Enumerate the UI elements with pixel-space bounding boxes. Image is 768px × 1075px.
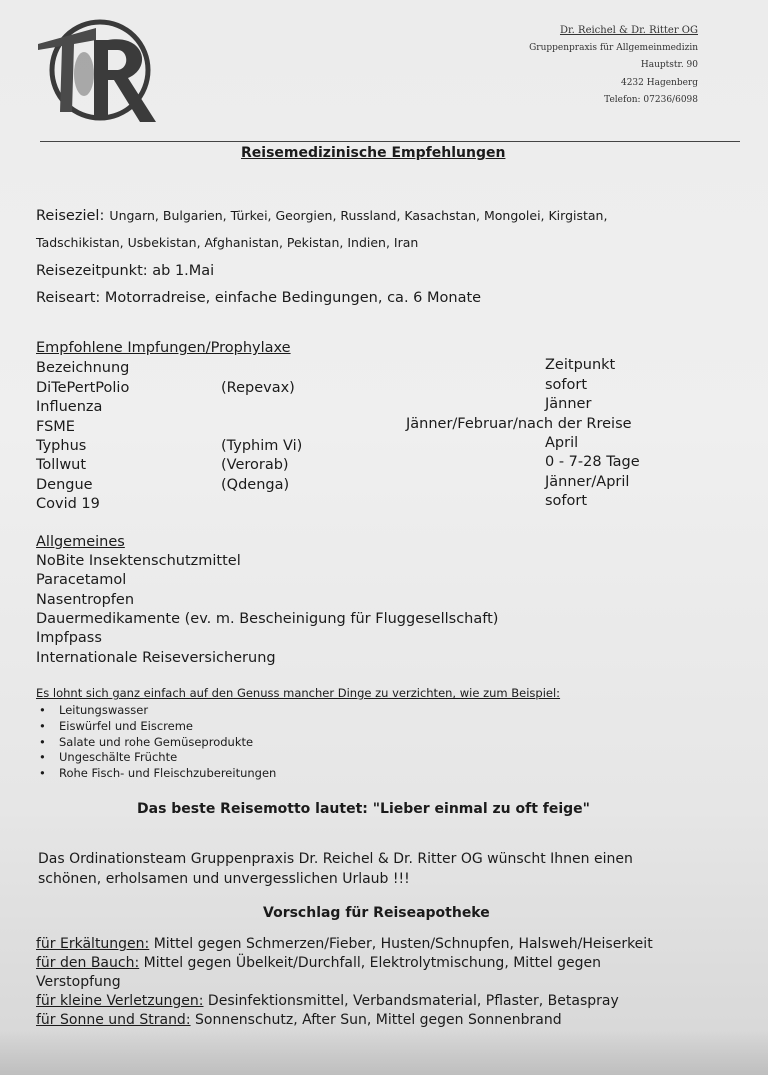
injury-text: Desinfektionsmittel, Verbandsmaterial, Pflaster, Betaspray [203, 993, 619, 1009]
firm-street: Hauptstr. 90 [640, 60, 698, 70]
travel-time: Reisezeitpunkt: ab 1.Mai [36, 263, 215, 279]
vaccine-product: (Repevax) [221, 380, 295, 396]
general-item: Impfpass [36, 630, 102, 647]
vaccine-time: Jänner/April [545, 473, 630, 490]
logo-graphic [34, 14, 158, 132]
firm-subtitle: Gruppenpraxis für Allgemeinmedizin [529, 42, 698, 53]
travel-type: Reiseart: Motorradreise, einfache Bedingungen, ca. 6 Monate [36, 290, 482, 306]
practice-address [529, 22, 698, 110]
destination-line-1 [36, 205, 607, 224]
vaccine-time: sofort [545, 492, 588, 509]
vaccination-heading: Empfohlene Impfungen/Prophylaxe [36, 340, 291, 356]
pharmacy-cold [36, 936, 653, 952]
travel-motto: Das beste Reisemotto lautet: "Lieber einmal zu oft feige" [137, 801, 590, 817]
cold-label: für Erkältungen: [36, 936, 150, 952]
col-header-time: Zeitpunkt [545, 357, 616, 373]
cold-text: Mittel gegen Schmerzen/Fieber, Husten/Schnupfen, Halsweh/Heiserkeit [149, 936, 653, 952]
vaccine-name: Tollwut [36, 457, 87, 474]
general-item: Paracetamol [36, 572, 127, 589]
vaccine-product: (Qdenga) [221, 476, 290, 493]
vaccine-time: April [545, 434, 579, 451]
avoid-heading: Es lohnt sich ganz einfach auf den Genuss mancher Dinge zu verzichten, wie zum Beispiel: [36, 686, 561, 700]
general-item: NoBite Insektenschutzmittel [36, 553, 241, 569]
vaccine-name: Covid 19 [36, 495, 100, 512]
avoid-item: • Salate und rohe Gemüseprodukte [59, 735, 253, 749]
firm-city: 4232 Hagenberg [620, 77, 698, 88]
pharmacy-injury [36, 993, 619, 1009]
document-title: Reisemedizinische Empfehlungen [241, 145, 506, 161]
col-header-name: Bezeichnung [36, 360, 130, 376]
sun-label: für Sonne und Strand: [36, 1012, 191, 1028]
belly-text: Mittel gegen Übelkeit/Durchfall, Elektrolytmischung, Mittel gegen [139, 955, 601, 971]
vaccine-time: Jänner [545, 396, 592, 413]
pharmacy-heading: Vorschlag für Reiseapotheke [263, 905, 490, 921]
wishes-line-1: Das Ordinationsteam Gruppenpraxis Dr. Reichel & Dr. Ritter OG wünscht Ihnen einen [38, 851, 633, 867]
avoid-item: • Rohe Fisch- und Fleischzubereitungen [59, 766, 276, 780]
general-item: Internationale Reiseversicherung [36, 649, 276, 666]
general-heading: Allgemeines [36, 534, 125, 550]
destination-label: Reiseziel: [36, 208, 105, 224]
pharmacy-belly [36, 955, 601, 971]
vaccine-product: (Verorab) [221, 457, 289, 474]
sun-text: Sonnenschutz, After Sun, Mittel gegen Sonnenbrand [190, 1012, 562, 1028]
wishes-line-2: schönen, erholsamen und unvergesslichen Urlaub !!! [38, 871, 410, 887]
firm-phone: Telefon: 07236/6098 [604, 95, 698, 105]
avoid-item: • Eiswürfel und Eiscreme [59, 719, 193, 733]
vaccine-name: DiTePertPolio [36, 380, 130, 396]
injury-label: für kleine Verletzungen: [36, 993, 204, 1009]
vaccine-time: 0 - 7-28 Tage [545, 454, 640, 471]
header-divider [40, 141, 740, 142]
vaccine-time: sofort [545, 377, 588, 393]
general-item: Dauermedikamente (ev. m. Bescheinigung für Fluggesellschaft) [36, 610, 499, 627]
avoid-item: • Leitungswasser [59, 703, 148, 717]
destination-list-1: Ungarn, Bulgarien, Türkei, Georgien, Russland, Kasachstan, Mongolei, Kirgistan, [109, 208, 608, 223]
belly-text-2: Verstopfung [36, 974, 121, 990]
practice-logo [34, 14, 158, 132]
pharmacy-sun [36, 1012, 562, 1028]
vaccine-name: Typhus [36, 437, 87, 454]
firm-name: Dr. Reichel & Dr. Ritter OG [559, 25, 698, 36]
vaccine-name: FSME [36, 418, 75, 435]
general-item: Nasentropfen [36, 591, 135, 608]
avoid-item: • Ungeschälte Früchte [59, 750, 177, 764]
vaccine-name: Dengue [36, 476, 93, 493]
page-shadow [0, 1030, 768, 1075]
belly-label: für den Bauch: [36, 955, 140, 971]
destination-list-2: Tadschikistan, Usbekistan, Afghanistan, Pekistan, Indien, Iran [36, 235, 419, 250]
vaccine-product: (Typhim Vi) [221, 437, 303, 454]
vaccine-name: Influenza [36, 399, 103, 416]
vaccine-time: Jänner/Februar/nach der Rreise [406, 415, 632, 432]
